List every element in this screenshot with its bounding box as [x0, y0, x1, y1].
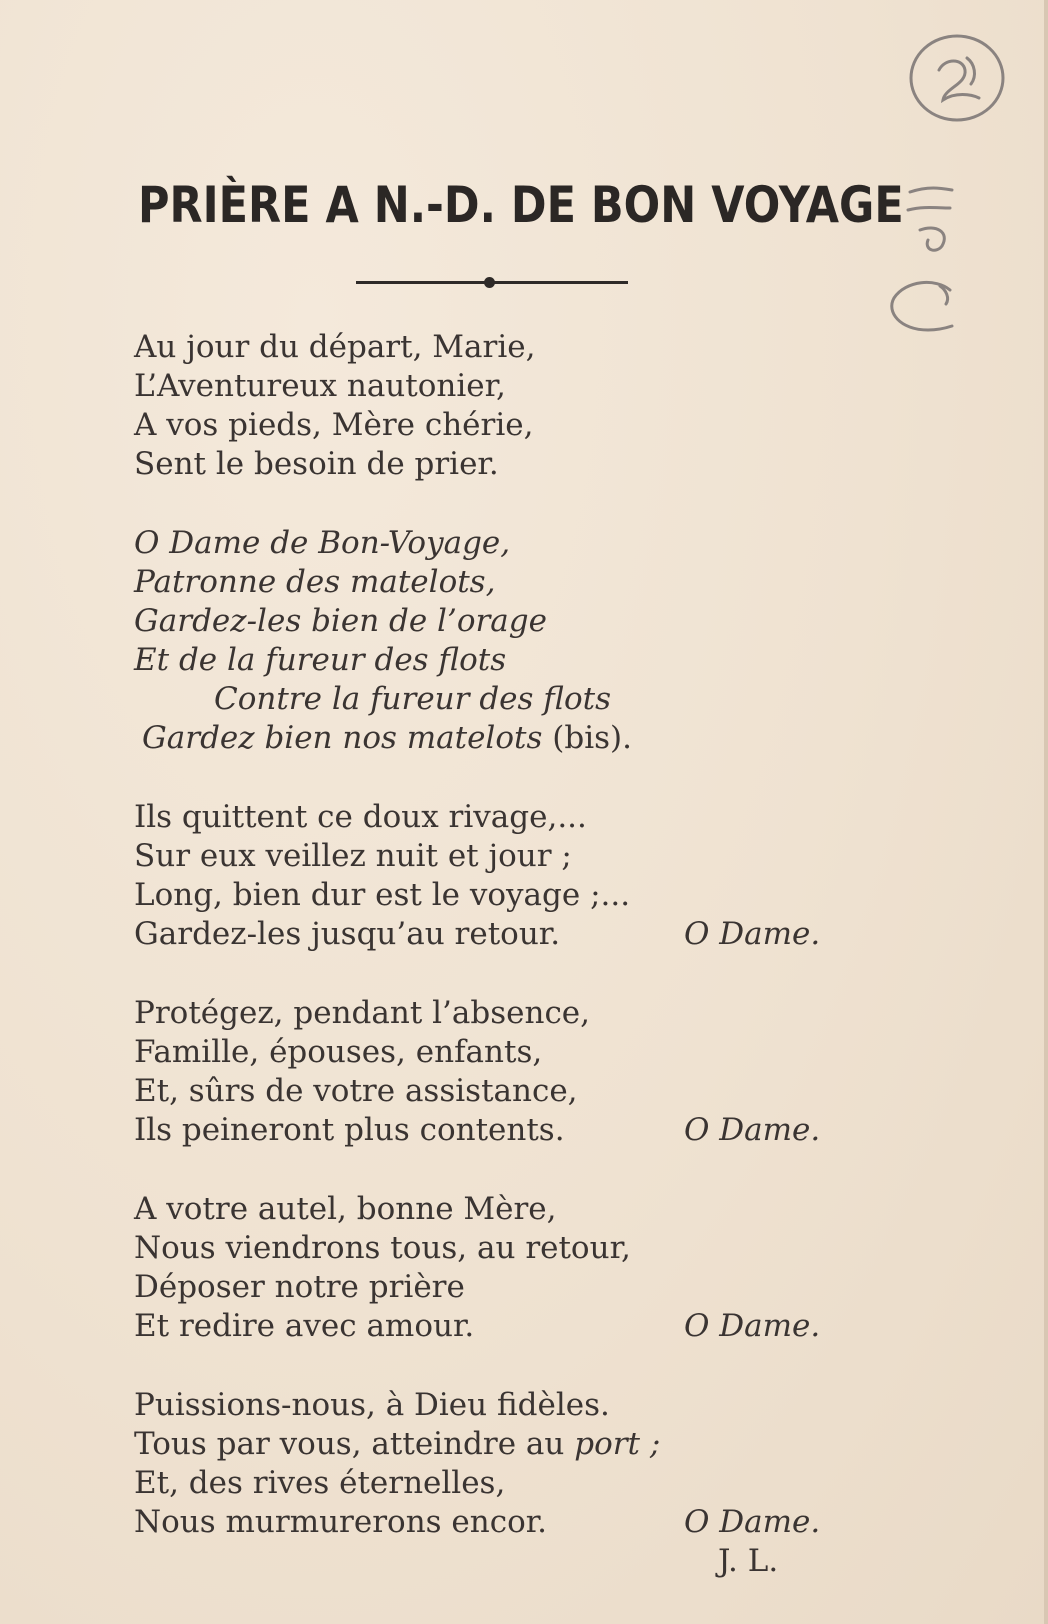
verse-line: Ils quittent ce doux rivage,... [134, 799, 587, 835]
stanza-5 [134, 1386, 854, 1542]
verse-line: Nous viendrons tous, au retour, [134, 1230, 631, 1266]
refrain-cue: O Dame. [684, 916, 821, 952]
stanza-3 [134, 994, 854, 1150]
verse-line-text: Ils peineront plus contents. [134, 1112, 565, 1148]
divider-ornament [484, 277, 495, 288]
stanza-1 [134, 328, 854, 484]
verse-line: A vos pieds, Mère chérie, [134, 407, 534, 443]
port-word: port ; [574, 1426, 661, 1462]
stanza-4 [134, 1190, 854, 1346]
verse-line: Sur eux veillez nuit et jour ; [134, 838, 572, 874]
verse-line-with-tag [134, 1307, 854, 1346]
verse-line: Au jour du départ, Marie, [134, 329, 536, 365]
verse-line-text: Tous par vous, atteindre au [134, 1426, 565, 1462]
verse-line: L’Aventureux nautonier, [134, 368, 506, 404]
refrain-cue: O Dame. [684, 1112, 821, 1148]
verse-line-with-tag [134, 1503, 854, 1542]
refrain-line: Contre la fureur des flots [214, 681, 611, 717]
verse-line: Sent le besoin de prier. [134, 446, 499, 482]
verse-line: A votre autel, bonne Mère, [134, 1191, 557, 1227]
verse-line-text: Nous murmurerons encor. [134, 1504, 548, 1540]
refrain-cue: O Dame. [684, 1504, 821, 1540]
verse-line-with-port [134, 1425, 854, 1464]
stanza-2 [134, 798, 854, 954]
refrain-line: O Dame de Bon-Voyage, [134, 525, 511, 561]
author-signature: J. L. [718, 1543, 779, 1579]
verse-line: Et, des rives éternelles, [134, 1465, 506, 1501]
verse-line: Et, sûrs de votre assistance, [134, 1073, 578, 1109]
verse-line: Protégez, pendant l’absence, [134, 995, 591, 1031]
refrain-cue: O Dame. [684, 1308, 821, 1344]
verse-line-with-tag [134, 1111, 854, 1150]
pencil-circle-mark-icon [905, 28, 1015, 128]
refrain-last-line [134, 719, 854, 758]
refrain-line: Patronne des matelots, [134, 564, 496, 600]
page-title: PRIÈRE A N.-D. DE BON VOYAGE [138, 176, 904, 234]
verse-line-text: Gardez-les jusqu’au retour. [134, 916, 561, 952]
refrain [134, 524, 854, 758]
verse-line-text: Et redire avec amour. [134, 1308, 475, 1344]
verse-line: Puissions-nous, à Dieu fidèles. [134, 1387, 610, 1423]
refrain-line: Et de la fureur des flots [134, 642, 507, 678]
verse-line-with-tag [134, 915, 854, 954]
verse-line: Long, bien dur est le voyage ;... [134, 877, 631, 913]
refrain-line-text: Gardez bien nos matelots [142, 720, 543, 756]
verse-line: Famille, épouses, enfants, [134, 1034, 543, 1070]
bis-marker: (bis). [552, 720, 632, 756]
verse-line: Déposer notre prière [134, 1269, 465, 1305]
refrain-line: Gardez-les bien de l’orage [134, 603, 547, 639]
